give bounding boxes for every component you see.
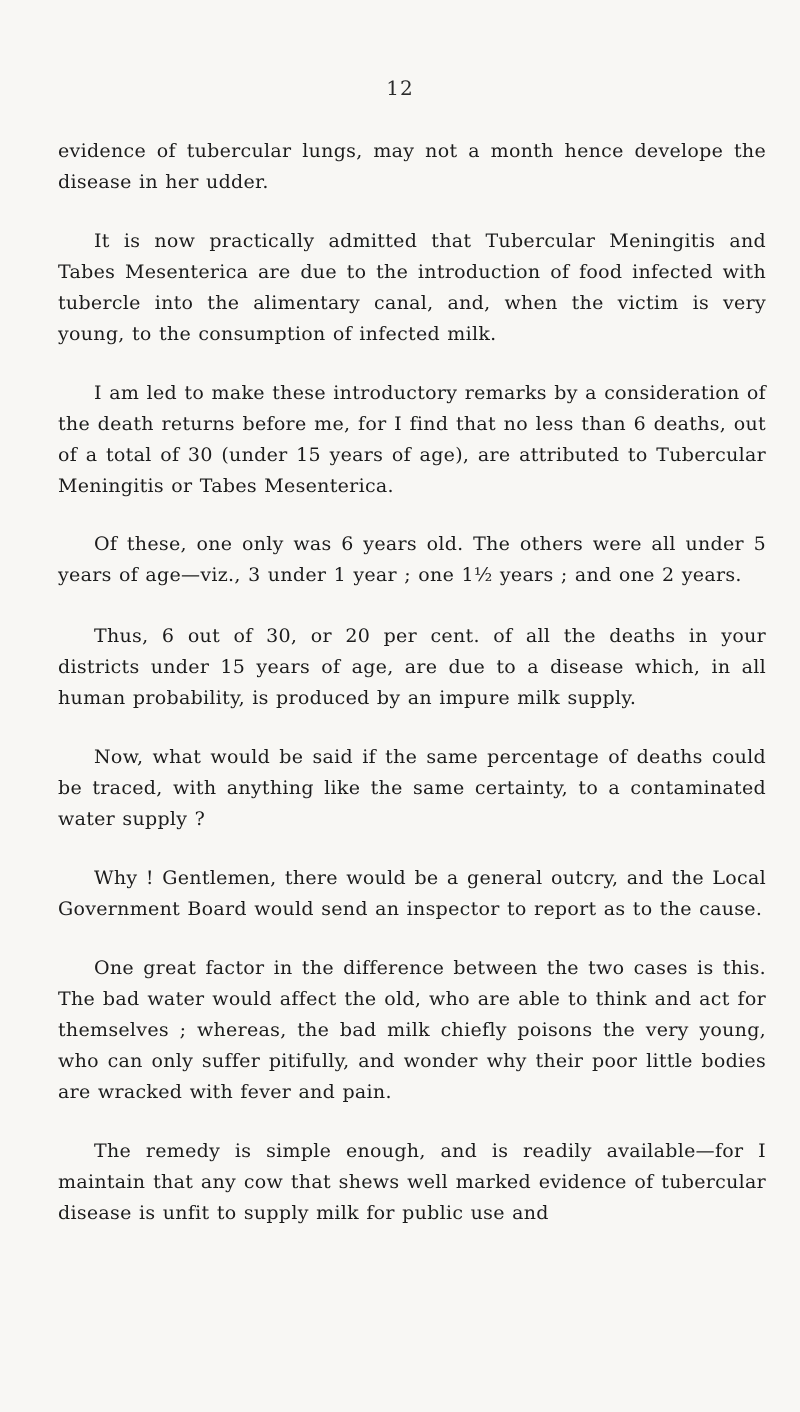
paragraph: Why ! Gentlemen, there would be a general outcry, and the Local Government Board would send an inspector to report as to the cause. [58, 867, 766, 920]
paragraph: The remedy is simple enough, and is readily available—for I maintain that any cow that shews well marked evidence of tubercular disease is unfit to supply milk for public use and [58, 1140, 766, 1224]
paragraph: Now, what would be said if the same percentage of deaths could be traced, with anything like the same certainty, to a contaminated water supply ? [58, 746, 766, 830]
paragraph: I am led to make these introductory remarks by a consideration of the death returns before me, for I find that no less than 6 deaths, out of a total of 30 (under 15 years of age), are attributed to Tubercular Meningitis or Tabes Mesenterica. [58, 382, 766, 497]
paragraph: One great factor in the difference between the two cases is this. The bad water would affect the old, who are able to think and act for themselves ; whereas, the bad milk chiefly poisons the very young, who can only suffer pitifully, and wonder why their poor little bodies are wracked with fever and pain. [58, 957, 766, 1103]
paragraph: Of these, one only was 6 years old. The others were all under 5 years of age—viz., 3 under 1 year ; one 1½ years ; and one 2 years. [58, 533, 766, 586]
paragraph: It is now practically admitted that Tubercular Meningitis and Tabes Mesenterica are due to the introduction of food infected with tubercle into the alimentary canal, and, when the victim is very young, to the consumption of infected milk. [58, 230, 766, 345]
body-text [58, 136, 766, 1257]
paragraph: Thus, 6 out of 30, or 20 per cent. of all the deaths in your districts under 15 years of age, are due to a disease which, in all human probability, is produced by an impure milk supply. [58, 625, 766, 709]
paragraph: evidence of tubercular lungs, may not a month hence develope the disease in her udder. [58, 140, 766, 193]
page-number: 12 [386, 76, 414, 100]
